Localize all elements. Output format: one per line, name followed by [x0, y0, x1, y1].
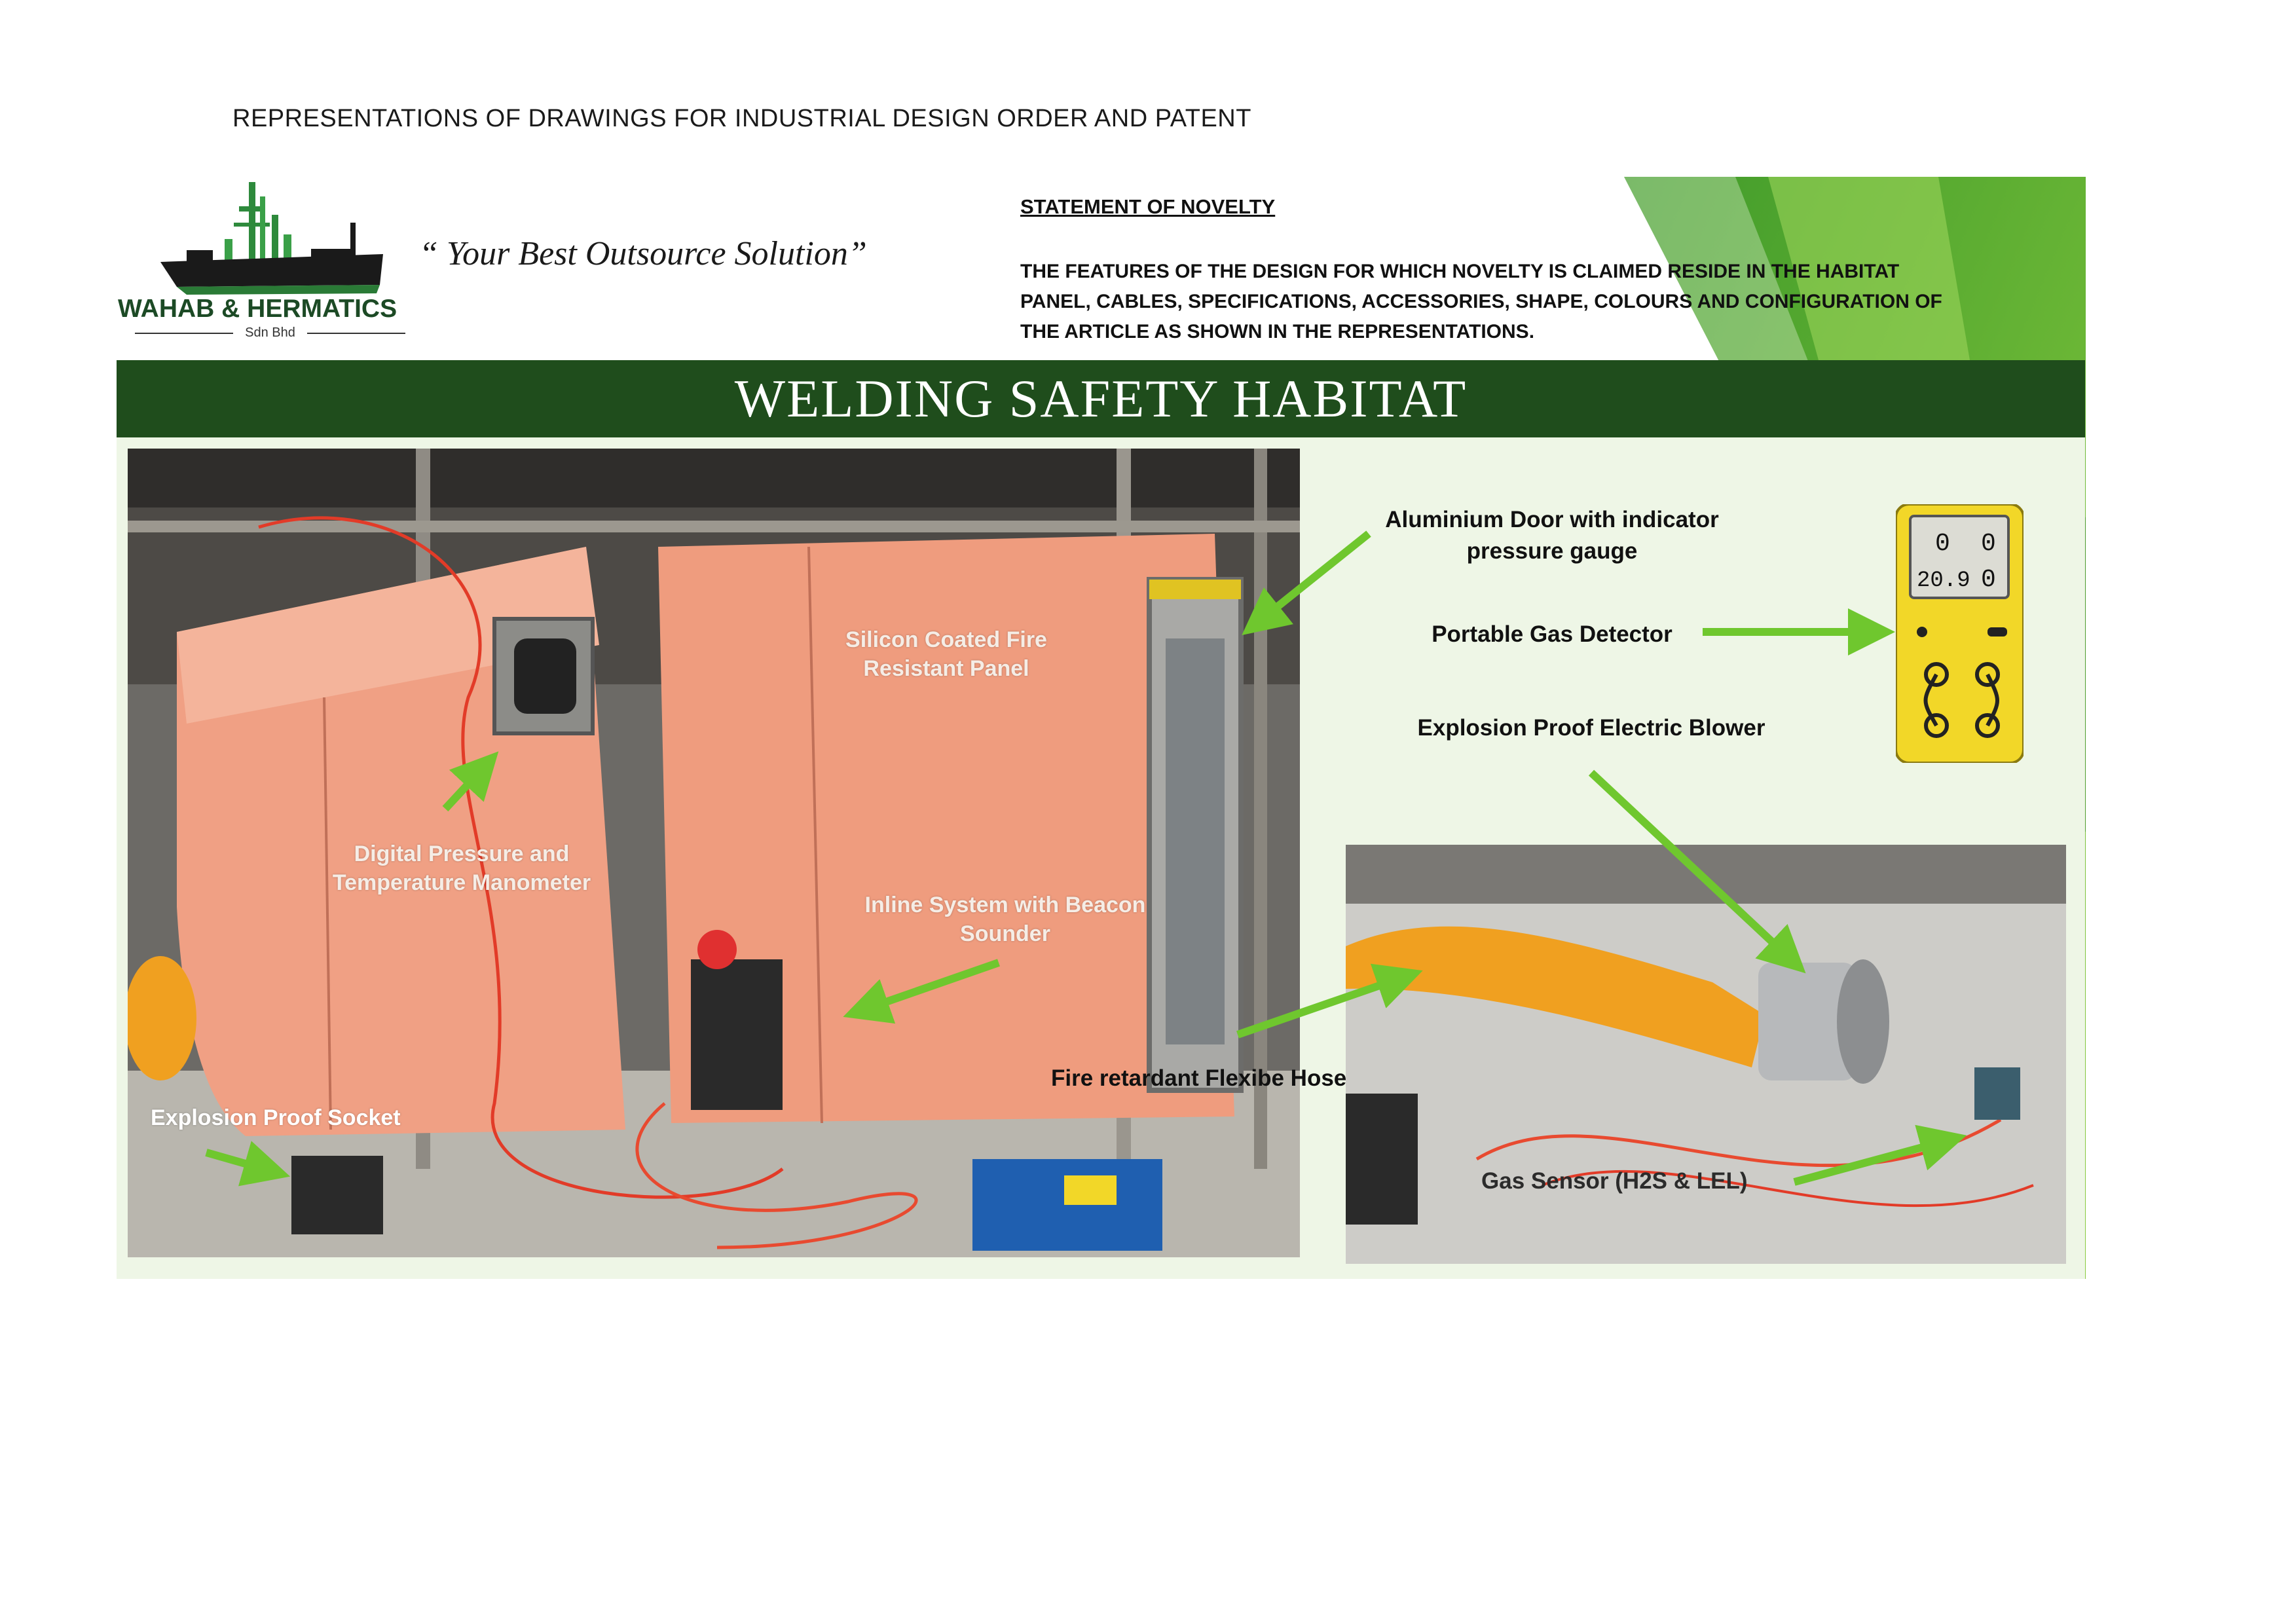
novelty-statement: THE FEATURES OF THE DESIGN FOR WHICH NOVELTY IS CLAIMED RESIDE IN THE HABITAT PANEL, CABLES, SPECIFICATIONS, ACCESSORIES, SHAPE, COLOURS AND CONFIGURATION OF THE ARTICLE AS SHOWN IN THE REPRESENTATIONS.: [1020, 261, 1942, 342]
detector-reading-bottom-left: 20.9: [1917, 568, 1970, 593]
gas-detector-device: [1896, 504, 2024, 763]
label-flexible-hose: Fire retardant Flexibe Hose: [1051, 1065, 1347, 1091]
gas-detector-image: [1896, 504, 2024, 763]
detector-reading-bottom-right: 0: [1981, 566, 1996, 594]
detector-reading-top-left: 0: [1935, 530, 1950, 558]
title-banner: [117, 360, 2085, 437]
company-subtitle-text: Sdn Bhd: [245, 325, 295, 340]
label-aluminium-door: Aluminium Door with indicator pressure gauge: [1385, 507, 1719, 564]
blower-photo: [1346, 845, 2066, 1264]
label-gas-detector: Portable Gas Detector: [1432, 621, 1673, 647]
label-pressure-manometer: Digital Pressure and Temperature Manometer: [332, 841, 591, 895]
company-slogan: “ Your Best Outsource Solution”: [419, 235, 867, 272]
novelty-heading: STATEMENT OF NOVELTY: [1020, 195, 1276, 218]
label-electric-blower: Explosion Proof Electric Blower: [1417, 715, 1765, 741]
label-silicon-panel: Silicon Coated Fire Resistant Panel: [845, 627, 1047, 681]
blower-illustration: [1346, 845, 2066, 1264]
document-header-note: REPRESENTATIONS OF DRAWINGS FOR INDUSTRIAL DESIGN ORDER AND PATENT: [232, 105, 1251, 132]
company-name: WAHAB & HERMATICS: [118, 295, 397, 323]
label-gas-sensor: Gas Sensor (H2S & LEL): [1481, 1168, 1748, 1194]
page-title: WELDING SAFETY HABITAT: [734, 369, 1468, 428]
detector-reading-top-right: 0: [1981, 530, 1996, 558]
label-beacon-sounder: Inline System with Beacon Sounder: [864, 893, 1146, 946]
company-subtitle: [118, 325, 422, 341]
label-explosion-socket: Explosion Proof Socket: [151, 1105, 401, 1130]
